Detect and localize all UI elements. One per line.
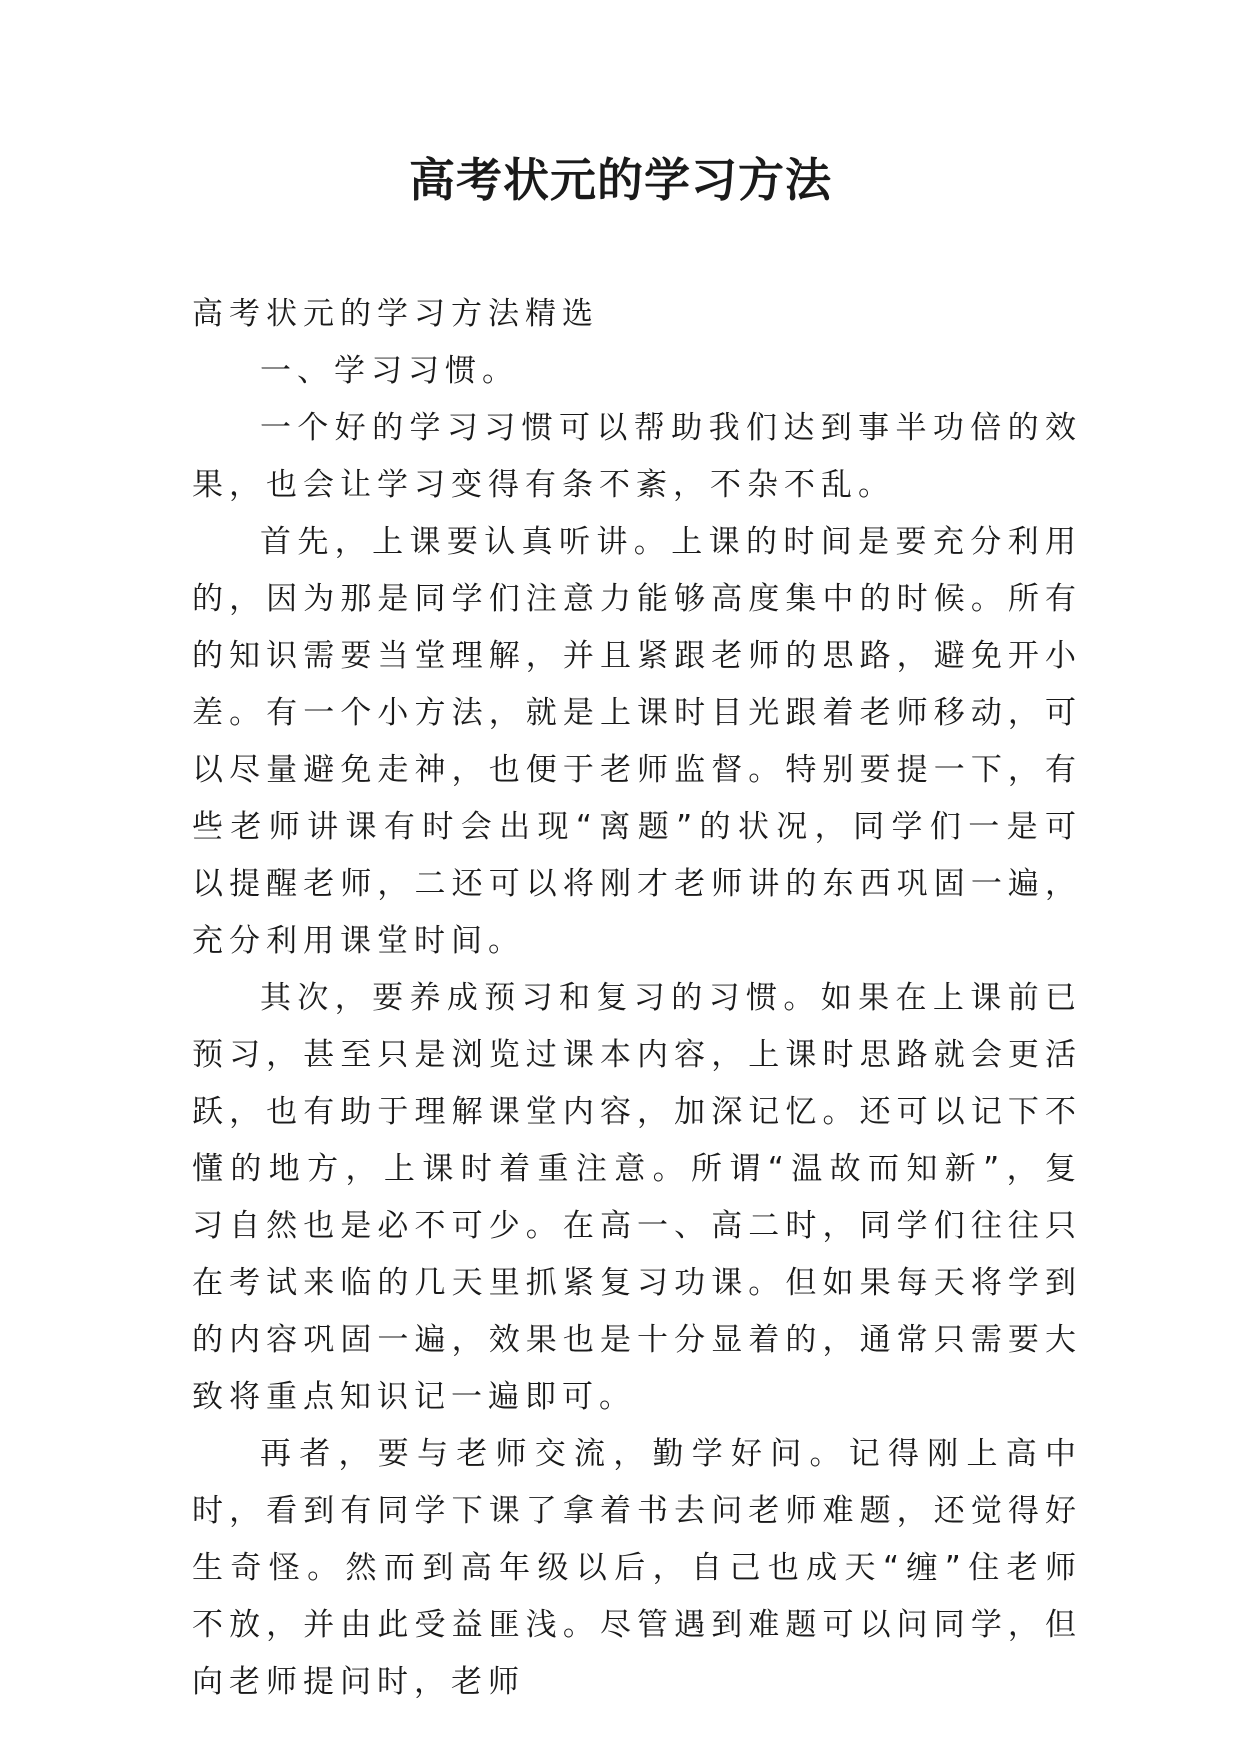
section-heading: 一、学习习惯。 xyxy=(260,353,519,389)
body-paragraph: 其次，要养成预习和复习的习惯。如果在上课前已预习，甚至只是浏览过课本内容，上课时思路就会更活跃，也有助于理解课堂内容，加深记忆。还可以记下不懂的地方，上课时着重注意。所谓“温故而知新”，复习自然也是必不可少。在高一、高二时，同学们往往只在考试来临的几天里抓紧复习功课。但如果每天将学到的内容巩固一遍，效果也是十分显着的，通常只需要大致将重点知识记一遍即可。 xyxy=(192,980,1082,1415)
document-subtitle: 高考状元的学习方法精选 xyxy=(192,296,599,332)
document-body xyxy=(192,286,1082,1711)
body-paragraph: 一个好的学习习惯可以帮助我们达到事半功倍的效果，也会让学习变得有条不紊，不杂不乱。 xyxy=(192,410,1082,503)
body-paragraph: 首先，上课要认真听讲。上课的时间是要充分利用的，因为那是同学们注意力能够高度集中的时候。所有的知识需要当堂理解，并且紧跟老师的思路，避免开小差。有一个小方法，就是上课时目光跟着老师移动，可以尽量避免走神，也便于老师监督。特别要提一下，有些老师讲课有时会出现“离题”的状况，同学们一是可以提醒老师，二还可以将刚才老师讲的东西巩固一遍，充分利用课堂时间。 xyxy=(192,524,1082,959)
body-paragraph: 再者，要与老师交流，勤学好问。记得刚上高中时，看到有同学下课了拿着书去问老师难题，还觉得好生奇怪。然而到高年级以后，自己也成天“缠”住老师不放，并由此受益匪浅。尽管遇到难题可以问同学，但向老师提问时，老师 xyxy=(192,1436,1082,1700)
document-title: 高考状元的学习方法 xyxy=(409,153,832,207)
